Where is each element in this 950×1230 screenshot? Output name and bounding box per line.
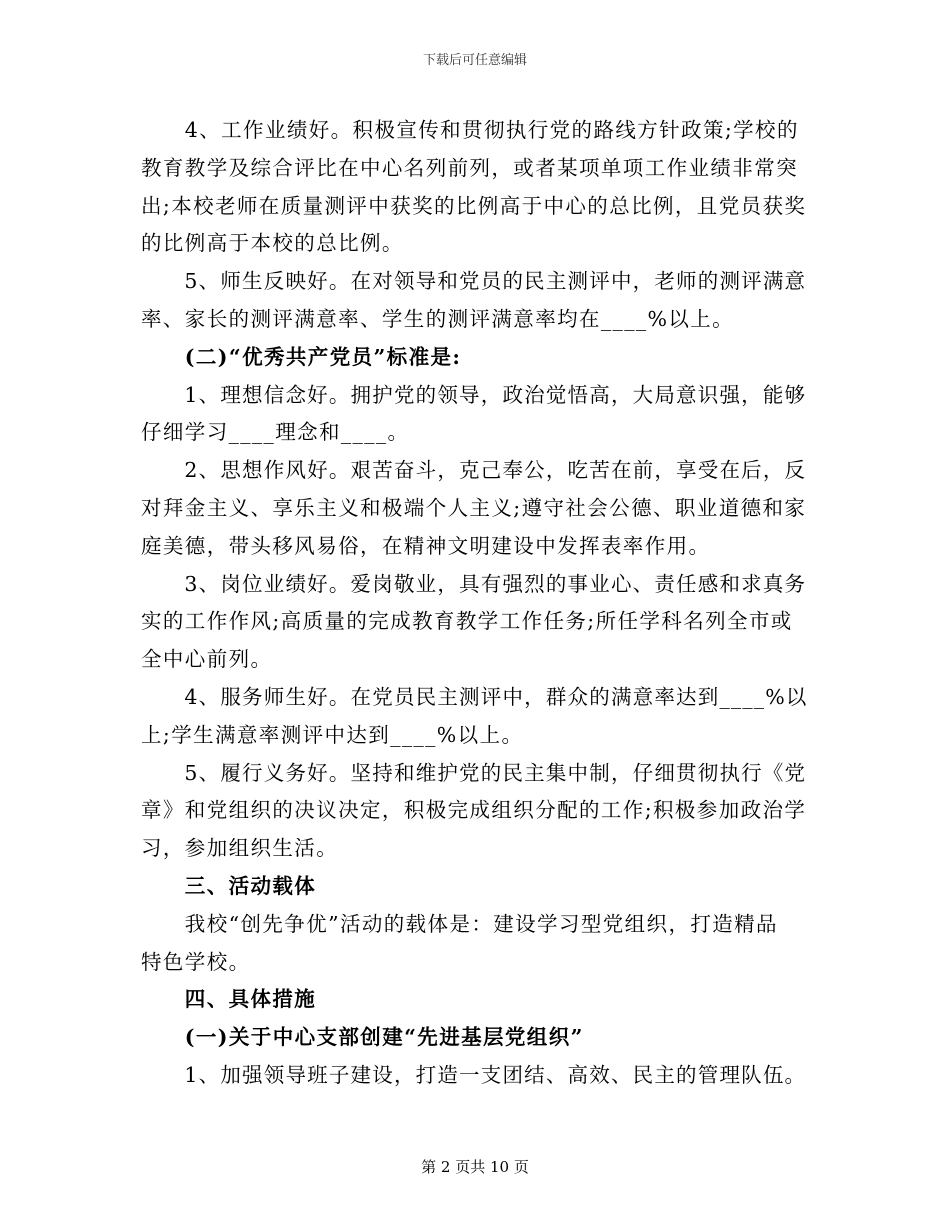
text-line: 率、家长的测评满意率、学生的测评满意率均在____%以上。 bbox=[141, 306, 735, 331]
paragraph-leadership bbox=[141, 1057, 809, 1095]
text-line: 章》和党组织的决议决定，积极完成组织分配的工作;积极参加政治学 bbox=[141, 798, 807, 823]
paragraph-work-performance bbox=[141, 112, 809, 263]
text-line: 教育教学及综合评比在中心名列前列，或者某项单项工作业绩非常突 bbox=[141, 155, 798, 180]
paragraph-work-style bbox=[141, 452, 809, 565]
heading-branch-creation bbox=[141, 1019, 809, 1057]
text-line: 全中心前列。 bbox=[141, 647, 273, 672]
paragraph-service bbox=[141, 679, 809, 755]
text-line: 仔细学习____理念和____。 bbox=[141, 420, 410, 445]
paragraph-feedback bbox=[141, 263, 809, 339]
text-line: 我校“创先争优”活动的载体是：建设学习型党组织，打造精品 bbox=[141, 911, 778, 936]
text-line: 出;本校老师在质量测评中获奖的比例高于中心的总比例，且党员获奖 bbox=[141, 193, 807, 218]
text-line: 1、理想信念好。拥护党的领导，政治觉悟高，大局意识强，能够 bbox=[141, 382, 807, 407]
heading-specific-measures bbox=[141, 981, 809, 1019]
text-line: 的比例高于本校的总比例。 bbox=[141, 231, 404, 256]
text-line: 四、具体措施 bbox=[141, 987, 317, 1012]
heading-activity-carrier bbox=[141, 868, 809, 906]
text-line: 2、思想作风好。艰苦奋斗，克己奉公，吃苦在前，享受在后，反 bbox=[141, 458, 807, 483]
text-line: (一)关于中心支部创建“先进基层党组织” bbox=[141, 1025, 584, 1050]
text-line: 5、师生反映好。在对领导和党员的民主测评中，老师的测评满意 bbox=[141, 269, 807, 294]
text-line: 上;学生满意率测评中达到____%以上。 bbox=[141, 722, 524, 747]
text-line: 特色学校。 bbox=[141, 949, 251, 974]
page-header: 下载后可任意编辑 bbox=[422, 53, 527, 68]
text-line: 1、加强领导班子建设，打造一支团结、高效、民主的管理队伍。 bbox=[141, 1062, 807, 1087]
paragraph-job-performance bbox=[141, 566, 809, 679]
text-line: 5、履行义务好。坚持和维护党的民主集中制，仔细贯彻执行《党 bbox=[141, 760, 807, 785]
heading-excellent-member-standard bbox=[141, 339, 809, 377]
text-line: 3、岗位业绩好。爱岗敬业，具有强烈的事业心、责任感和求真务 bbox=[141, 571, 807, 596]
text-line: (二)“优秀共产党员”标准是: bbox=[141, 344, 462, 369]
page-footer: 第 2 页共 10 页 bbox=[421, 1158, 529, 1176]
text-line: 实的工作作风;高质量的完成教育教学工作任务;所任学科名列全市或 bbox=[141, 609, 793, 634]
paragraph-obligations bbox=[141, 755, 809, 868]
text-line: 对拜金主义、享乐主义和极端个人主义;遵守社会公德、职业道德和家 bbox=[141, 495, 807, 520]
text-line: 三、活动载体 bbox=[141, 873, 317, 898]
text-line: 4、工作业绩好。积极宣传和贯彻执行党的路线方针政策;学校的 bbox=[141, 118, 799, 142]
paragraph-carrier bbox=[141, 906, 809, 982]
text-line: 庭美德，带头移风易俗，在精神文明建设中发挥表率作用。 bbox=[141, 533, 711, 558]
text-line: 习，参加组织生活。 bbox=[141, 836, 339, 861]
text-line: 4、服务师生好。在党员民主测评中，群众的满意率达到____%以 bbox=[141, 684, 808, 709]
document-body bbox=[141, 112, 809, 1095]
paragraph-ideals bbox=[141, 377, 809, 453]
